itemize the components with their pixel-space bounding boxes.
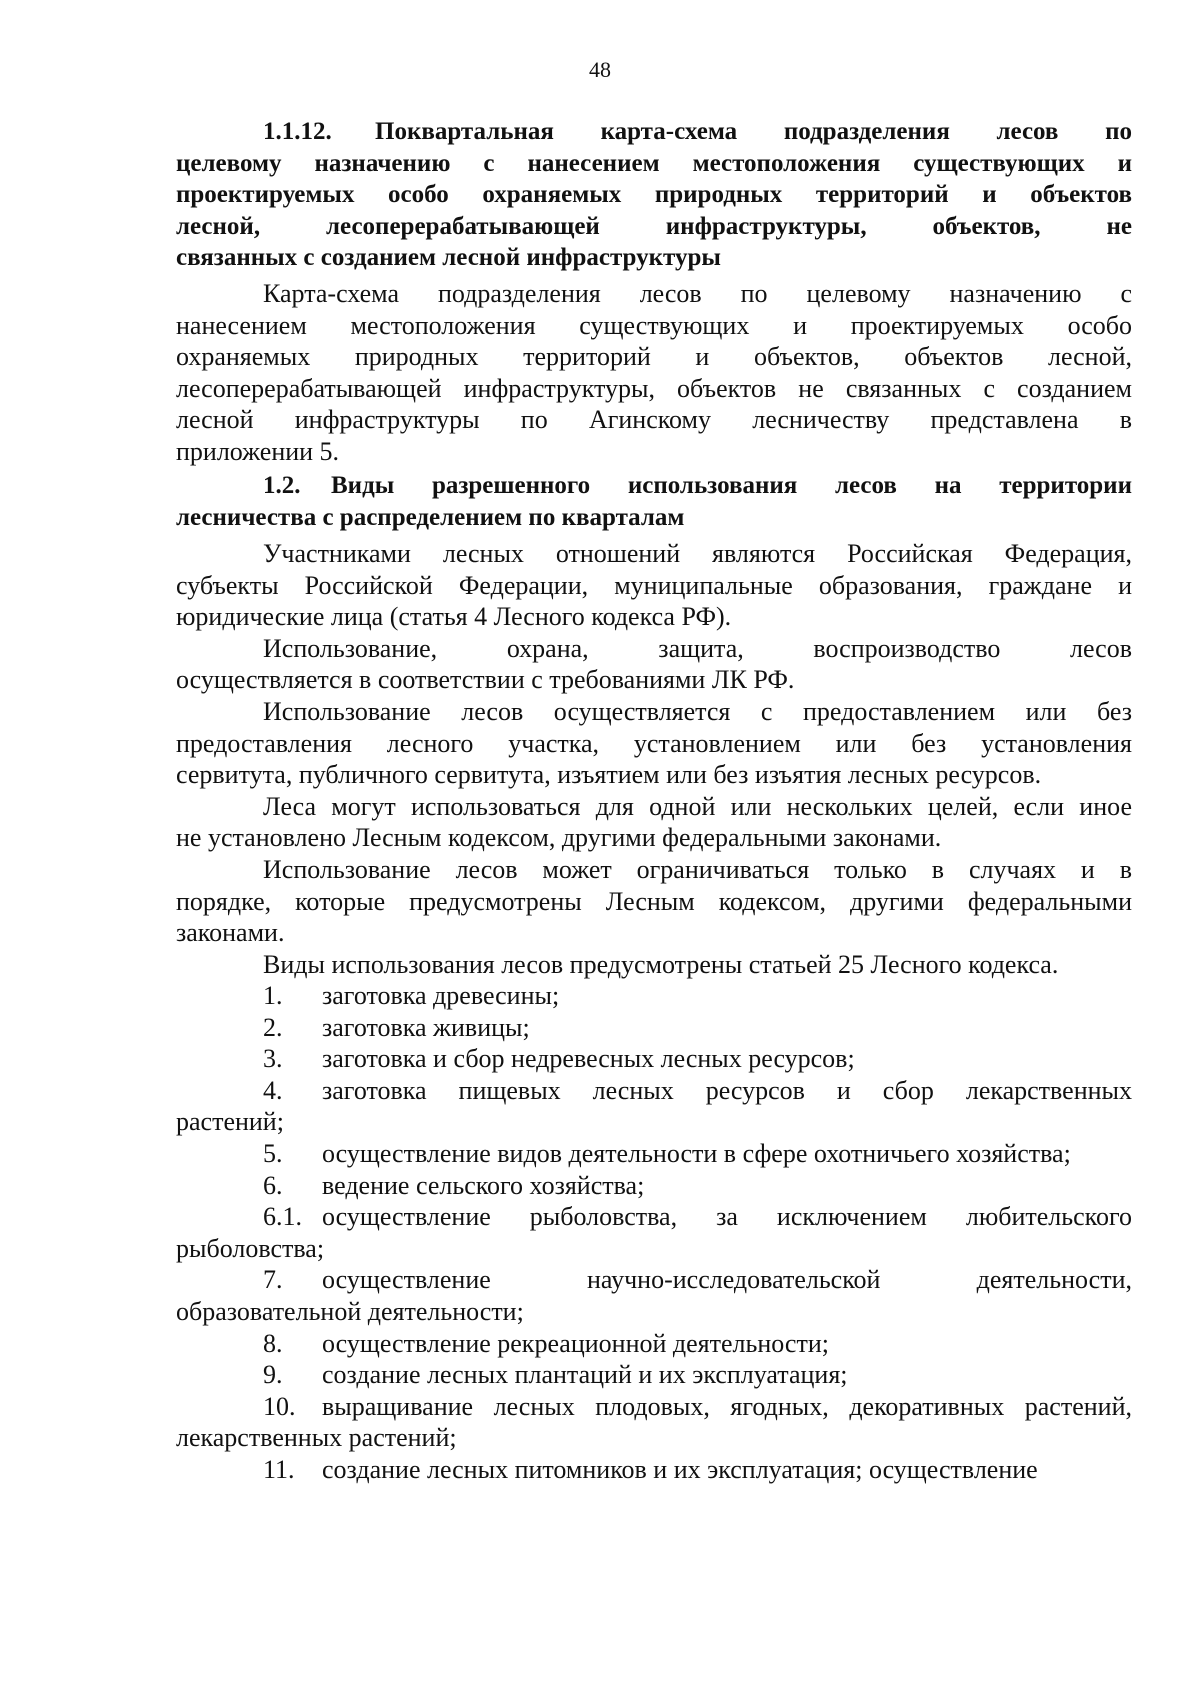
list-item-number: 6.1. [263,1202,302,1232]
heading-line: лесничества с распределением по кварталам [176,503,685,531]
list-item [176,1201,1132,1264]
list-item [176,1391,1132,1454]
list-item-line [176,980,1132,1012]
list-item-text: осуществление рекреационной деятельности; [322,1328,829,1358]
heading-line [176,116,1132,148]
text-line: сервитута, публичного сервитута, изъятием или без изъятия лесных ресурсов. [176,760,1042,790]
text-line: Виды использования лесов предусмотрены статьей 25 Лесного кодекса. [263,949,1059,979]
list-item-text: образовательной деятельности; [176,1296,524,1326]
heading-line [176,470,1132,502]
list-item-text: заготовка пищевых лесных ресурсов и сбор лекарственных [322,1075,1132,1105]
list-item-number: 7. [263,1265,283,1295]
list-item-text: ведение сельского хозяйства; [322,1170,645,1200]
list-item-text: рыболовства; [176,1233,325,1263]
section-1-2-body [176,538,1132,980]
heading-line: проектируемых особо охраняемых природных территорий и объектов [176,181,1132,209]
list-item-line [176,1106,1132,1138]
list-item-number: 9. [263,1360,283,1390]
list-item [176,1170,1132,1202]
list-item-line [176,1328,1132,1360]
list-item-line [176,1075,1132,1107]
heading-line: целевому назначению с нанесением местоположения существующих и [176,149,1132,177]
list-item-number: 10. [263,1391,296,1421]
list-item-text: растений; [176,1107,284,1137]
text-line: осуществляется в соответствии с требованиями ЛК РФ. [176,665,795,695]
text-line: лесоперерабатывающей инфраструктуры, объектов не связанных с созданием [176,373,1132,403]
list-item-line [176,1043,1132,1075]
list-item [176,1264,1132,1327]
page-number: 48 [589,57,611,82]
text-line: порядке, которые предусмотрены Лесным кодексом, другими федеральными [176,886,1132,916]
list-item-line [176,1391,1132,1423]
list-item-line [176,1454,1132,1486]
uses-list [176,980,1132,1486]
list-item [176,1043,1132,1075]
text-line: Участниками лесных отношений являются Российская Федерация, [263,539,1132,568]
list-item-line [176,1233,1132,1265]
list-item-text: заготовка древесины; [322,981,560,1010]
list-item-line [176,1170,1132,1202]
text-line: Использование лесов может ограничиваться только в случаях и в [263,854,1132,884]
heading-text: Виды разрешенного использования лесов на территории [331,472,1132,499]
list-item-number: 6. [263,1170,283,1200]
list-item-text: заготовка живицы; [322,1012,530,1042]
list-item [176,980,1132,1012]
text-line: Использование лесов осуществляется с предоставлением или без [263,696,1132,726]
list-item-line [176,1359,1132,1391]
list-item-line [176,1264,1132,1296]
list-item-number: 3. [263,1044,283,1074]
list-item [176,1138,1132,1170]
text-line: приложении 5. [176,436,340,466]
list-item-text: создание лесных плантаций и их эксплуатация; [322,1360,848,1390]
text-line: законами. [176,918,285,948]
list-item-text: выращивание лесных плодовых, ягодных, декоративных растений, [322,1391,1132,1421]
list-item-text: заготовка и сбор недревесных лесных ресурсов; [322,1044,855,1074]
text-line: предоставления лесного участка, установлением или без установления [176,728,1132,758]
heading-text: Поквартальная карта-схема подразделения лесов по [375,118,1132,145]
section-1-1-12-heading [176,116,1132,274]
list-item-number: 1. [263,981,283,1010]
list-item-text: осуществление научно-исследовательской деятельности, [322,1265,1132,1295]
list-item [176,1359,1132,1391]
list-item-number: 4. [263,1075,283,1105]
text-line: юридические лица (статья 4 Лесного кодекса РФ). [176,602,732,632]
list-item-line [176,1138,1132,1170]
list-item [176,1454,1132,1486]
section-1-1-12-paragraph [176,278,1132,468]
list-item-number: 11. [263,1454,295,1484]
heading-line: лесной, лесоперерабатывающей инфраструктуры, объектов, не [176,212,1132,240]
list-item-line [176,1422,1132,1454]
text-line: Карта-схема подразделения лесов по целевому назначению с [263,279,1132,308]
text-line: не установлено Лесным кодексом, другими федеральными законами. [176,823,942,853]
text-line: лесной инфраструктуры по Агинскому лесничеству представлена в [176,405,1132,435]
list-item-line [176,1201,1132,1233]
text-line: нанесением местоположения существующих и проектируемых особо [176,310,1132,340]
section-1-2-heading [176,470,1132,533]
section-number: 1.2. [263,472,301,499]
list-item-number: 2. [263,1012,283,1042]
list-item-line [176,1296,1132,1328]
list-item-number: 5. [263,1138,283,1168]
list-item-text: осуществление видов деятельности в сфере охотничьего хозяйства; [322,1138,1071,1168]
list-item-text: лекарственных растений; [176,1423,457,1453]
text-line: Леса могут использоваться для одной или нескольких целей, если иное [263,791,1132,821]
text-line: Использование, охрана, защита, воспроизводство лесов [263,633,1132,663]
list-item [176,1075,1132,1138]
list-item-line [176,1012,1132,1044]
list-item-number: 8. [263,1328,283,1358]
list-item [176,1328,1132,1360]
list-item-text: осуществление рыболовства, за исключением любительского [322,1202,1132,1232]
list-item [176,1012,1132,1044]
text-line: охраняемых природных территорий и объектов, объектов лесной, [176,342,1132,372]
heading-line: связанных с созданием лесной инфраструктуры [176,244,721,272]
list-item-text: создание лесных питомников и их эксплуатация; осуществление [322,1454,1038,1484]
section-number: 1.1.12. [263,118,332,145]
text-line: субъекты Российской Федерации, муниципальные образования, граждане и [176,570,1132,600]
